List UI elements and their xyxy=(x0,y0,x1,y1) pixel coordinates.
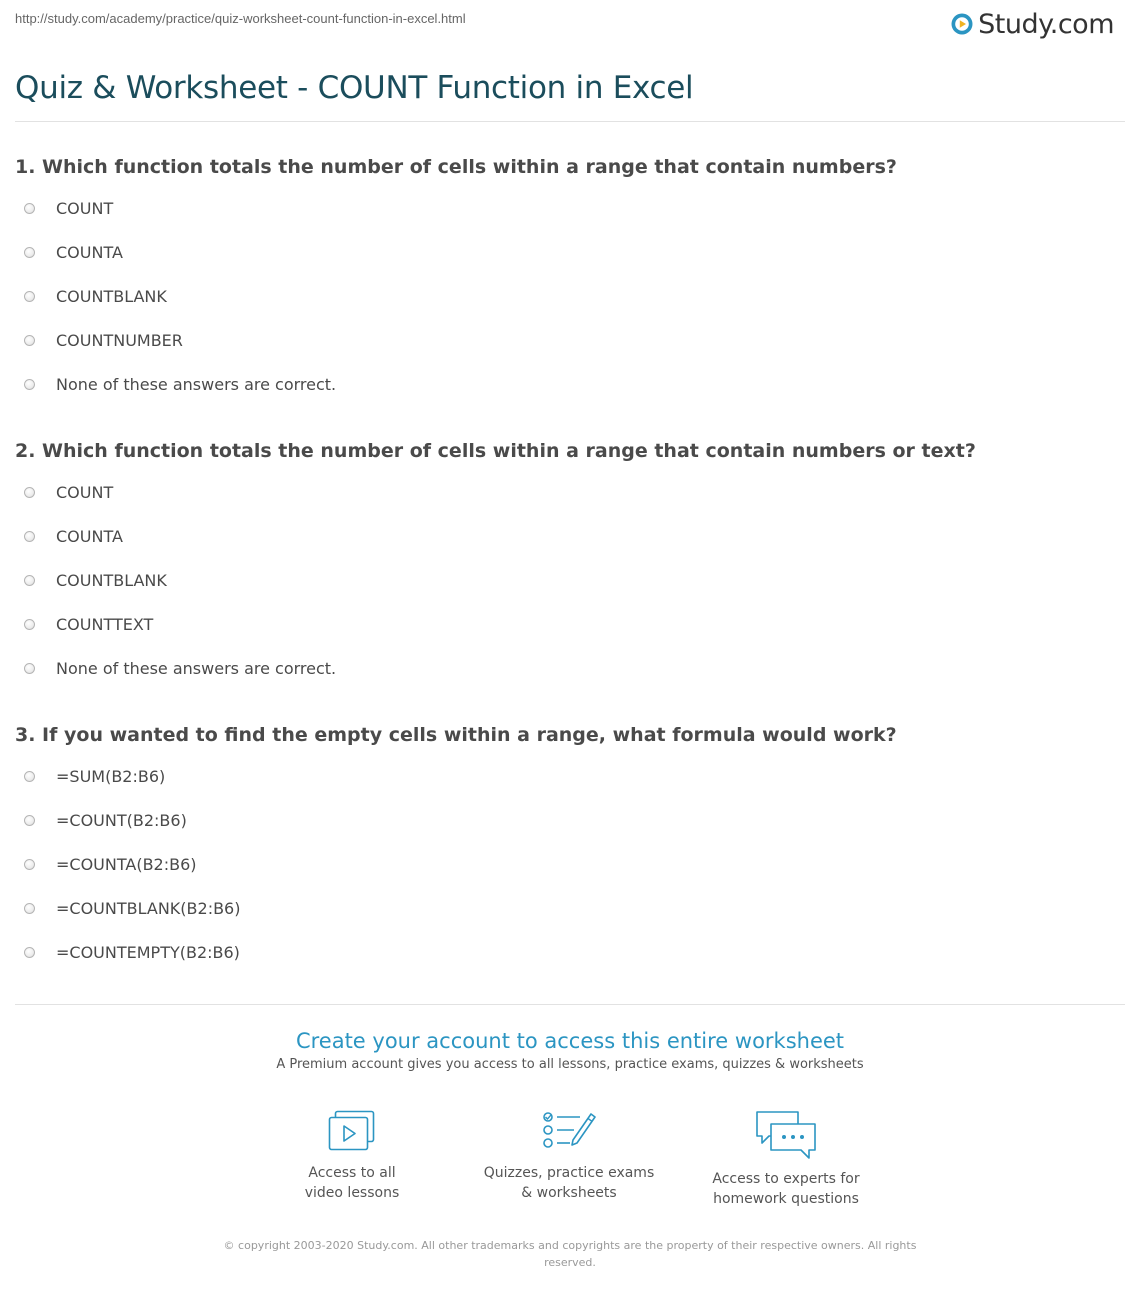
choice-label: None of these answers are correct. xyxy=(56,658,337,678)
quiz-end-divider xyxy=(15,1004,1125,1005)
answer-choice[interactable] xyxy=(15,318,336,362)
radio-button-icon[interactable] xyxy=(24,947,35,958)
page-title: Quiz & Worksheet - COUNT Function in Excel xyxy=(15,70,694,106)
answer-choice[interactable] xyxy=(15,602,336,646)
radio-button-icon[interactable] xyxy=(24,619,35,630)
expert-chat-icon xyxy=(754,1110,818,1160)
radio-button-icon[interactable] xyxy=(24,663,35,674)
answer-choice[interactable] xyxy=(15,274,336,318)
answer-choice[interactable] xyxy=(15,362,336,406)
logo-text: Study.com xyxy=(978,8,1114,40)
question-2 xyxy=(15,439,1125,678)
question-3 xyxy=(15,723,1125,962)
answer-choice[interactable] xyxy=(15,930,240,974)
answer-choice[interactable] xyxy=(15,886,240,930)
choice-label: COUNT xyxy=(56,482,114,502)
feature-label: Access to all video lessons xyxy=(304,1165,400,1201)
question-1 xyxy=(15,155,1125,394)
answer-choices xyxy=(15,754,240,974)
question-text: 1. Which function totals the number of cells within a range that contain numbers? xyxy=(15,156,897,178)
choice-label: COUNTBLANK xyxy=(56,570,167,590)
answer-choice[interactable] xyxy=(15,230,336,274)
create-account-link[interactable]: Create your account to access this entire worksheet xyxy=(295,1029,845,1053)
radio-button-icon[interactable] xyxy=(24,771,35,782)
radio-button-icon[interactable] xyxy=(24,335,35,346)
title-divider xyxy=(15,121,1125,122)
feature-label: Access to experts for homework questions xyxy=(712,1171,860,1207)
choice-label: None of these answers are correct. xyxy=(56,374,337,394)
page-url: http://study.com/academy/practice/quiz-worksheet-count-function-in-excel.html xyxy=(15,11,466,26)
choice-label: COUNTA xyxy=(56,242,123,262)
choice-label: COUNT xyxy=(56,198,114,218)
choice-label: COUNTNUMBER xyxy=(56,330,183,350)
study-com-logo[interactable] xyxy=(951,7,1114,41)
feature-quizzes xyxy=(469,1110,669,1203)
answer-choice[interactable] xyxy=(15,798,240,842)
radio-button-icon[interactable] xyxy=(24,859,35,870)
choice-label: COUNTTEXT xyxy=(56,614,154,634)
feature-video-lessons xyxy=(252,1110,452,1203)
radio-button-icon[interactable] xyxy=(24,575,35,586)
question-text: 2. Which function totals the number of cells within a range that contain numbers or text? xyxy=(15,440,976,462)
radio-button-icon[interactable] xyxy=(24,203,35,214)
answer-choices xyxy=(15,186,336,406)
answer-choice[interactable] xyxy=(15,646,336,690)
video-lessons-icon xyxy=(326,1110,378,1154)
choice-label: =COUNTBLANK(B2:B6) xyxy=(56,898,241,918)
answer-choice[interactable] xyxy=(15,558,336,602)
choice-label: =SUM(B2:B6) xyxy=(56,766,166,786)
choice-label: =COUNTA(B2:B6) xyxy=(56,854,197,874)
radio-button-icon[interactable] xyxy=(24,815,35,826)
quiz-checklist-icon xyxy=(540,1110,598,1154)
answer-choice[interactable] xyxy=(15,754,240,798)
answer-choice[interactable] xyxy=(15,514,336,558)
feature-label: Quizzes, practice exams & worksheets xyxy=(483,1165,655,1201)
answer-choice[interactable] xyxy=(15,186,336,230)
feature-experts xyxy=(686,1110,886,1209)
cta-subtitle: A Premium account gives you access to all lessons, practice exams, quizzes & worksheets xyxy=(276,1057,864,1072)
question-text: 3. If you wanted to find the empty cells within a range, what formula would work? xyxy=(15,724,897,746)
play-logo-icon xyxy=(951,13,973,35)
radio-button-icon[interactable] xyxy=(24,247,35,258)
radio-button-icon[interactable] xyxy=(24,291,35,302)
radio-button-icon[interactable] xyxy=(24,379,35,390)
radio-button-icon[interactable] xyxy=(24,903,35,914)
premium-cta xyxy=(0,1026,1140,1072)
answer-choice[interactable] xyxy=(15,842,240,886)
choice-label: =COUNTEMPTY(B2:B6) xyxy=(56,942,240,962)
answer-choices xyxy=(15,470,336,690)
choice-label: COUNTA xyxy=(56,526,123,546)
radio-button-icon[interactable] xyxy=(24,531,35,542)
choice-label: =COUNT(B2:B6) xyxy=(56,810,187,830)
choice-label: COUNTBLANK xyxy=(56,286,167,306)
copyright-notice: © copyright 2003-2020 Study.com. All other trademarks and copyrights are the property of their respective owners. All rights reserved. xyxy=(223,1239,917,1269)
premium-features xyxy=(0,1110,1140,1210)
radio-button-icon[interactable] xyxy=(24,487,35,498)
answer-choice[interactable] xyxy=(15,470,336,514)
